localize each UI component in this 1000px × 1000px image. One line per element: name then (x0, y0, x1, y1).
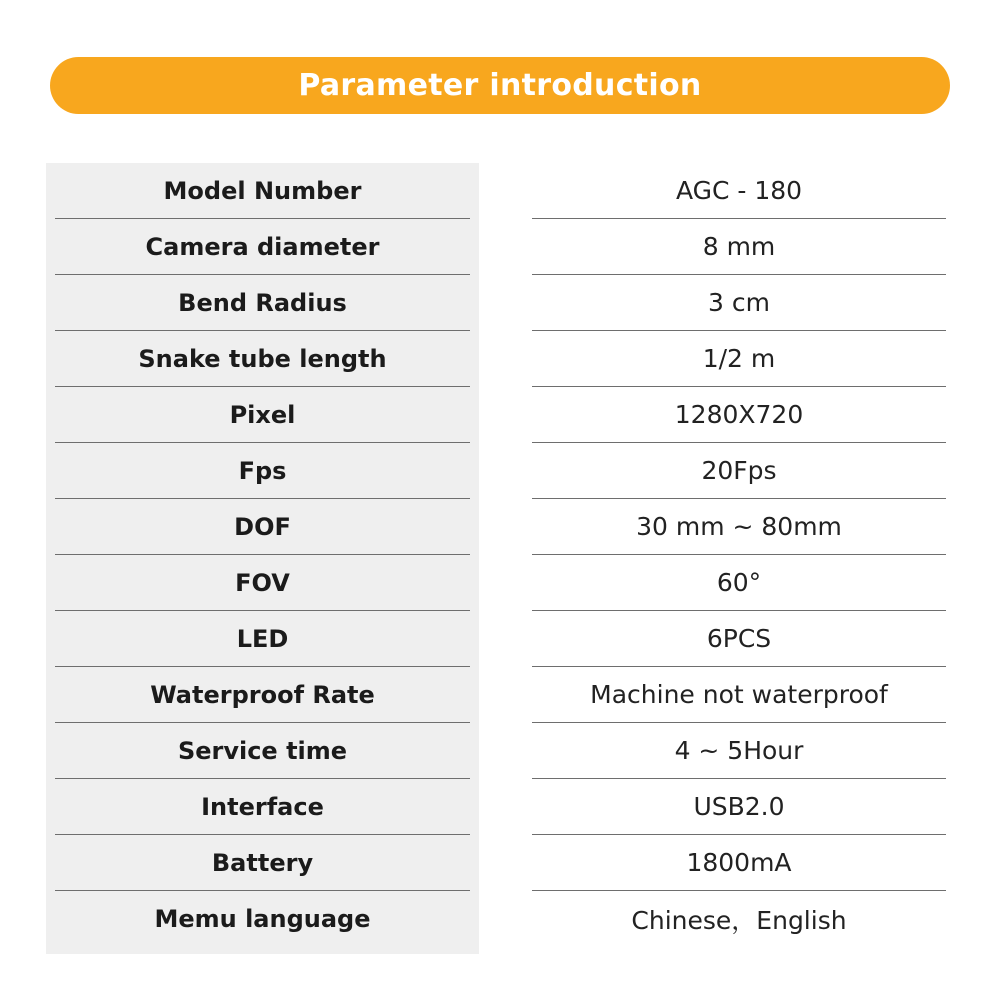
spec-value-row (532, 387, 946, 443)
banner-title: Parameter introduction (298, 68, 702, 103)
spec-label: Fps (238, 456, 287, 485)
spec-value: AGC - 180 (675, 176, 803, 205)
spec-value: 1280X720 (674, 400, 804, 429)
spec-label: Memu language (154, 905, 371, 933)
spec-value: 1/2 m (702, 344, 776, 373)
spec-label: Model Number (163, 176, 362, 205)
spec-label-row (55, 275, 470, 331)
spec-value-row (532, 723, 946, 779)
spec-value-row (532, 275, 946, 331)
spec-label-row (55, 891, 470, 947)
title-banner (50, 57, 950, 114)
spec-value: 4 ~ 5Hour (674, 736, 804, 765)
spec-value: Chinese，English (631, 906, 847, 935)
spec-label-row (55, 499, 470, 555)
spec-label-row (55, 163, 470, 219)
spec-label: Bend Radius (178, 288, 347, 317)
spec-label-row (55, 331, 470, 387)
spec-value-row (532, 499, 946, 555)
spec-label-row (55, 555, 470, 611)
spec-label: Interface (201, 792, 324, 821)
spec-label-row (55, 611, 470, 667)
spec-value-row (532, 611, 946, 667)
spec-value: 8 mm (702, 232, 776, 261)
spec-label-row (55, 835, 470, 891)
spec-label: Camera diameter (145, 232, 380, 261)
spec-value: USB2.0 (693, 792, 785, 821)
spec-label-row (55, 779, 470, 835)
spec-label: LED (236, 624, 289, 653)
spec-label-row (55, 387, 470, 443)
spec-value-row (532, 443, 946, 499)
spec-value-row (532, 835, 946, 891)
spec-label: Snake tube length (138, 344, 387, 373)
spec-value: 30 mm ~ 80mm (636, 512, 842, 541)
spec-label-row (55, 667, 470, 723)
spec-value-row (532, 667, 946, 723)
spec-label-row (55, 219, 470, 275)
spec-value-row (532, 219, 946, 275)
spec-label: Service time (177, 736, 348, 765)
spec-value: 3 cm (708, 288, 770, 317)
spec-label-row (55, 443, 470, 499)
spec-value: 1800mA (686, 848, 792, 877)
spec-label: Waterproof Rate (150, 680, 375, 709)
spec-label: DOF (234, 512, 291, 541)
spec-value: 6PCS (706, 624, 772, 653)
spec-value-row (532, 331, 946, 387)
spec-label: FOV (235, 568, 290, 597)
spec-value-row (532, 779, 946, 835)
spec-value-row (532, 555, 946, 611)
spec-label: Pixel (229, 400, 296, 429)
spec-label-row (55, 723, 470, 779)
spec-value: 20Fps (701, 456, 777, 485)
spec-values-column (532, 163, 946, 954)
spec-value-row (532, 163, 946, 219)
spec-labels-column (46, 163, 479, 954)
spec-label: Battery (211, 848, 314, 877)
spec-value: 60° (716, 568, 762, 597)
spec-value-row (532, 891, 946, 947)
spec-value: Machine not waterproof (590, 680, 888, 709)
